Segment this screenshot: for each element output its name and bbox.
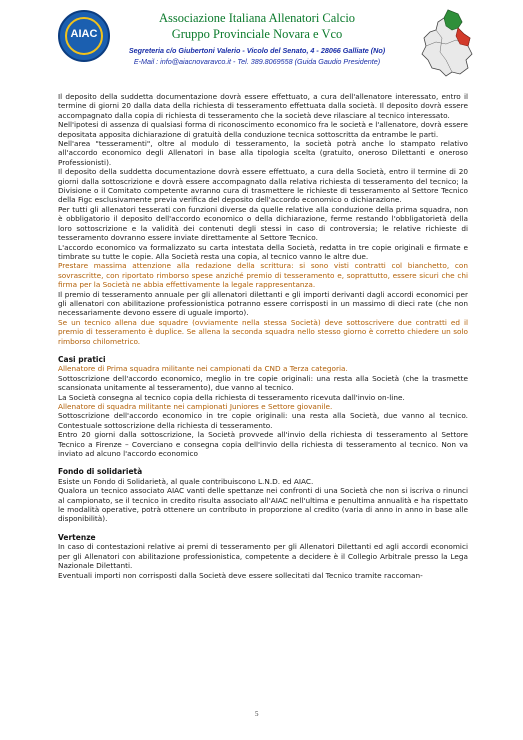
paragraph: Esiste un Fondo di Solidarietà, al quale contribuiscono L.N.D. ed AIAC. <box>58 476 314 486</box>
paragraph: Per tutti gli allenatori tesserati con funzioni diverse da quelle relative alla conduzione della prima squadra, non è obbligatorio il deposito dell'accordo economico o della dichiarazione, ferme restando l'obbligatorietà della loro sottoscrizione e la validità dei contenuti degli stessi in caso di controversia; le relative richieste di tesseramento dovranno essere inviate direttamente al Settore Tecnico. <box>58 204 468 243</box>
spacer <box>58 524 468 533</box>
contact-line: E-Mail : info@aiacnovaravco.it - Tel. 389.8069558 (Guida Gaudio Presidente) <box>133 57 381 66</box>
paragraph: Eventuali importi non corrisposti dalla Società deve essere sollecitati dal Tecnico tramite raccoman- <box>58 570 423 580</box>
paragraph: Nell'ipotesi di assenza di qualsiasi forma di riconoscimento economico fra le società e l'allenatore, dovrà essere depositata apposita dichiarazione di gratuità della conduzione tecnica sottoscritta da entrambe le parti. <box>58 120 468 139</box>
paragraph: Il premio di tesseramento annuale per gli allenatori dilettanti e gli importi derivanti dagli accordi economici per gli allenatori con abilitazione professionistica potranno essere corrisposti in un massimo di dieci rate (che non necessariamente devono essere di uguale importo). <box>58 289 468 318</box>
spacer <box>58 458 468 467</box>
section-heading-fondo: Fondo di solidarietà <box>58 467 143 477</box>
paragraph: La Società consegna al tecnico copia della richiesta di tesseramento ricevuta dall'invio on-line. <box>58 392 405 402</box>
association-title: Associazione Italiana Allenatori Calcio <box>158 11 356 25</box>
case-title: Allenatore di squadra militante nei campionati Juniores e Settore giovanile. <box>58 402 333 411</box>
paragraph: Sottoscrizione dell'accordo economico in tre copie originali: una resta alla Società, due vanno al tecnico. Contestuale sottoscrizione della richiesta di tesseramento. <box>58 411 468 430</box>
highlighted-warning: Prestare massima attenzione alla redazione della scrittura: si sono visti contratti col bianchetto, con sovrascritte, con riportato rimborso spese anziché premio di tesseramento e, soprattutto, essere sicuri che chi firma per la Società ne abbia effettivamente la legale rappresentanza. <box>58 261 468 290</box>
highlighted-note: Se un tecnico allena due squadre (ovviamente nella stessa Società) deve sottoscrivere due contratti ed il premio di tesseramento è duplice. Se allena la seconda squadra nello stesso giorno è corretto chiedere un solo rimborso chilometrico. <box>58 317 468 346</box>
region-map-icon <box>418 8 476 78</box>
group-subtitle: Gruppo Provinciale Novara e Vco <box>171 27 343 41</box>
section-heading-casi: Casi pratici <box>58 354 106 364</box>
paragraph: Il deposito della suddetta documentazione dovrà essere effettuato, a cura dell'allenatore interessato, entro il termine di giorni 20 dalla data della richiesta di tesseramento effettuata dalla società. Il deposito dovrà essere accompagnato dalla copia di richiesta di tesseramento che la società deve rilasciare al tecnico interessato. <box>58 92 468 120</box>
paragraph: Sottoscrizione dell'accordo economico, meglio in tre copie originali: una resta alla Società (che la trasmette scansionata unitamente al tesseramento), due vanno al tecnico. <box>58 373 468 393</box>
paragraph: Nell'area "tesseramenti", oltre al modulo di tesseramento, la società potrà anche lo stampato relativo all'accordo economico degli Allenatori in base alla tipologia scelta (gratuito, oneroso Dilettanti e oneroso Professionisti). <box>58 139 468 167</box>
paragraph: Il deposito della suddetta documentazione dovrà essere effettuato, a cura della Società, entro il termine di 20 giorni dalla sottoscrizione e dovrà essere accompagnato dalla relativa richiesta di tesseramento del tecnico; la Divisione o il Comitato competente avranno cura di trasmettere le richieste di tesseramento al Settore Tecnico della Figc esclusivamente previa verifica del deposito dell'accordo economico o dichiarazione. <box>58 167 468 205</box>
paragraph: L'accordo economico va formalizzato su carta intestata della Società, redatta in tre copie originali e firmate e timbrate su tutte le copie. Alla Società resta una copia, al tecnico vanno le altre due. <box>58 242 468 261</box>
aiac-logo <box>58 10 110 62</box>
document-body <box>58 92 468 580</box>
paragraph: Qualora un tecnico associato AIAC vanti delle spettanze nei confronti di una Società che non si iscriva o rinunci al campionato, se il tecnico in credito risulta associato all'AIAC nell'ultima e penultima annualità e ha rispettato le modalità operative, potrà ottenere un contributo in proporzione al credito (varia di anno in anno in base alle disponibilità). <box>58 486 468 524</box>
logo-text: AIAC <box>70 28 98 40</box>
secretariat-address: Segreteria c/o Giubertoni Valerio - Vicolo del Senato, 4 - 28066 Galliate (No) <box>128 46 386 55</box>
spacer <box>58 346 468 355</box>
case-title: Allenatore di Prima squadra militante nei campionati da CND a Terza categoria. <box>58 364 348 374</box>
paragraph: In caso di contestazioni relative ai premi di tesseramento per gli Allenatori Dilettanti ed agli accordi economici per gli Allenatori con abilitazione professionistica, competente a decidere è il Collegio Arbitrale presso la Lega Nazionale Dilettanti. <box>58 542 468 571</box>
section-heading-vertenze: Vertenze <box>58 532 96 542</box>
page-number: 5 <box>255 710 259 718</box>
paragraph: Entro 20 giorni dalla sottoscrizione, la Società provvede all'invio della richiesta di tesseramento al Settore Tecnico a Firenze – Coverciano e consegna copia dell'invio della richiesta di tesseramento al tecnico. Non va inviato ad alcuno l'accordo economico <box>58 430 468 459</box>
